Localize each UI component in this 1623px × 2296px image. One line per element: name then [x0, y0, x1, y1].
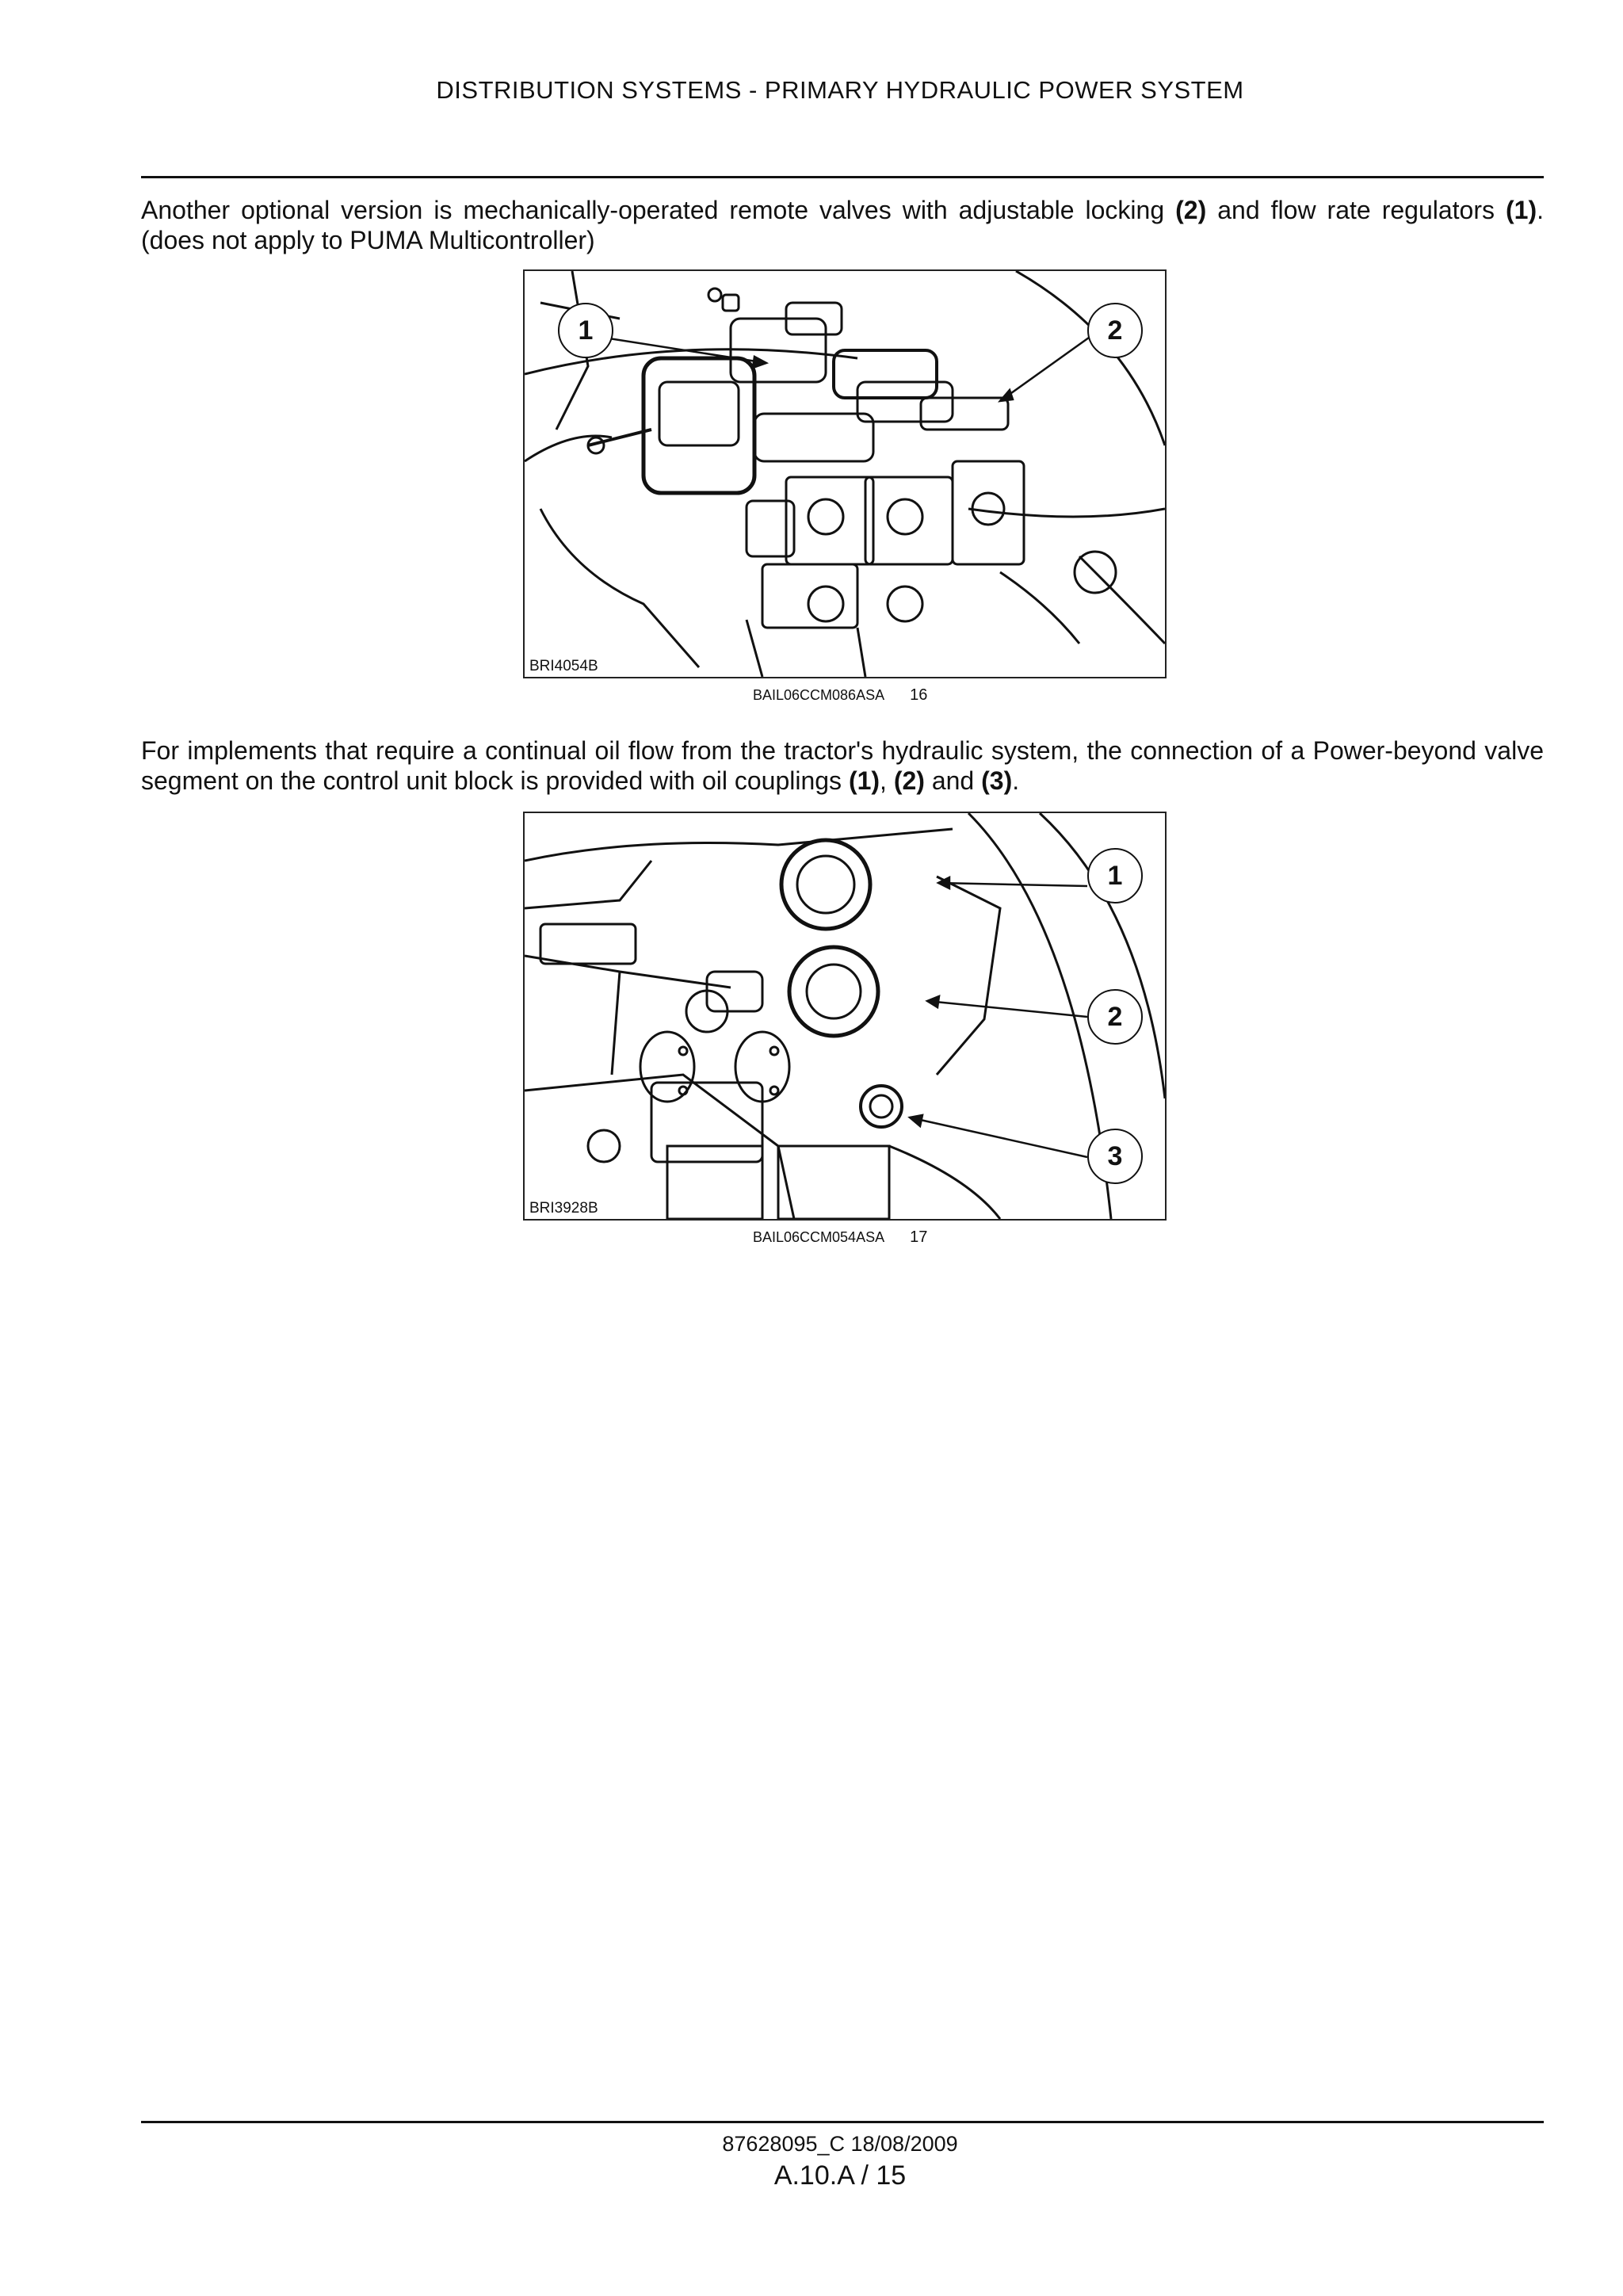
callout-1: 1	[558, 303, 613, 358]
leader-lines	[525, 813, 1165, 1219]
footer-rule	[141, 2121, 1544, 2123]
header-rule	[141, 176, 1544, 178]
figure-remote-valves	[523, 269, 1167, 678]
page-header-title: DISTRIBUTION SYSTEMS - PRIMARY HYDRAULIC POWER SYSTEM	[436, 76, 1244, 104]
callout-2: 2	[1087, 989, 1143, 1045]
callout-2: 2	[1087, 303, 1143, 358]
figure-caption: BAIL06CCM054ASA 17	[753, 1228, 928, 1246]
figure-id-label: BRI3928B	[529, 1200, 598, 1217]
paragraph-remote-valves: Another optional version is mechanically-operated remote valves with adjustable locking (2) and flow rate regulators (1). (does not apply to PUMA Multicontroller)	[141, 196, 1545, 254]
callout-1: 1	[1087, 848, 1143, 904]
footer-doc-code: 87628095_C 18/08/2009	[722, 2132, 958, 2156]
figure-oil-couplings	[523, 812, 1167, 1221]
paragraph-power-beyond: For implements that require a continual oil flow from the tractor's hydraulic system, the connection of a Power-beyond valve segment on the control unit block is provided with oil couplings (1), (2) and (3).	[141, 736, 1544, 795]
figure-caption: BAIL06CCM086ASA 16	[753, 686, 928, 704]
leader-lines	[525, 271, 1165, 677]
footer-page-number: A.10.A / 15	[773, 2160, 907, 2191]
callout-3: 3	[1087, 1129, 1143, 1184]
figure-id-label: BRI4054B	[529, 658, 598, 674]
